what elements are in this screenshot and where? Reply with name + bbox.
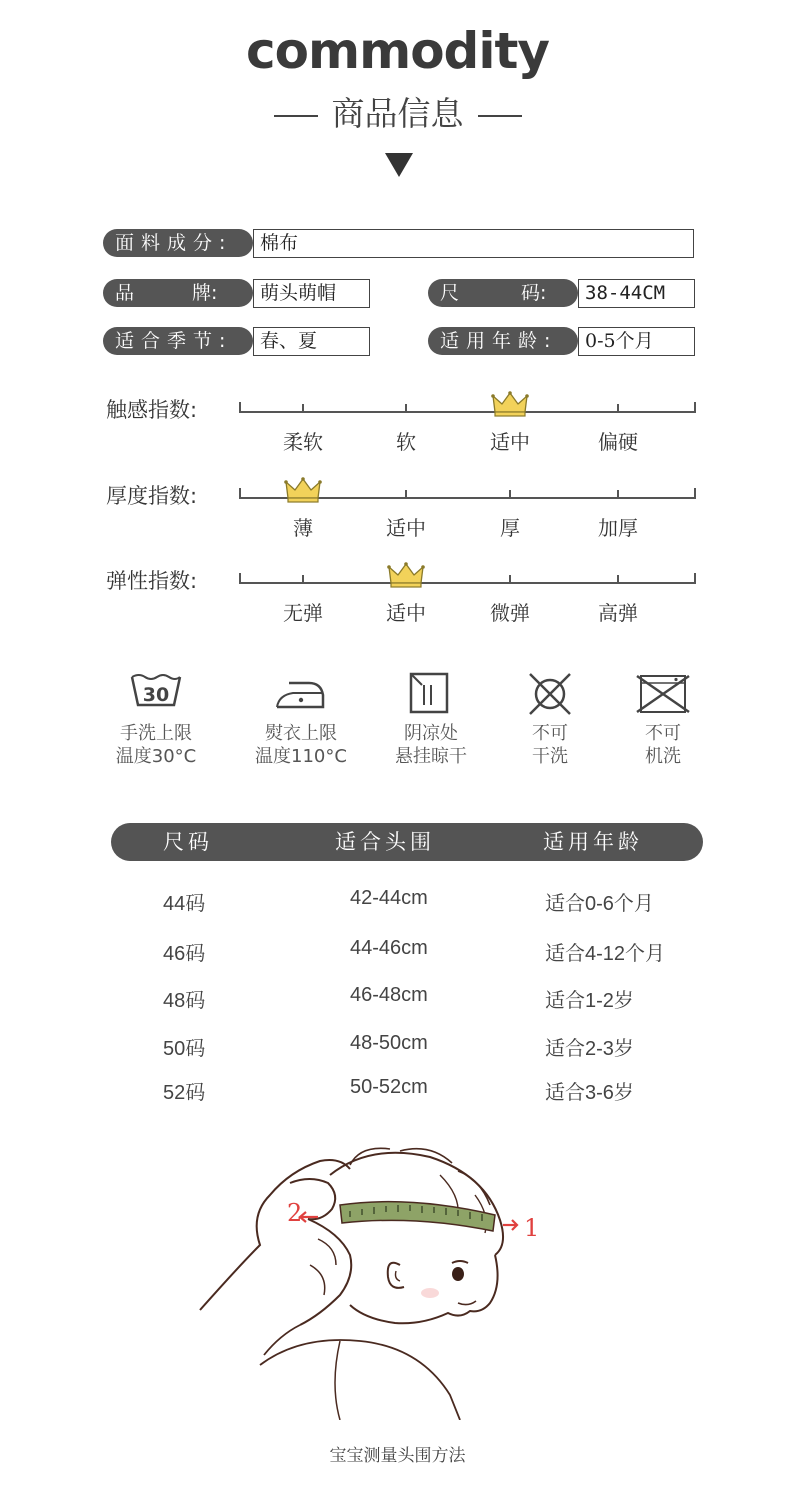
marker-2: 2 — [287, 1199, 303, 1227]
size-value: 38-44CM — [578, 279, 695, 308]
wash-temp-badge: 30 — [142, 684, 170, 706]
fabric-label — [103, 229, 253, 257]
header-head-circumference: 适合头围 — [335, 830, 435, 854]
index-tick — [302, 404, 304, 413]
size-table-cell: 42-44cm — [350, 887, 428, 909]
brand-label — [103, 279, 253, 307]
colon: : — [544, 330, 551, 352]
index-option-label: 加厚 — [598, 516, 638, 540]
index-scale-line — [239, 411, 696, 413]
colon: : — [219, 330, 226, 352]
index-tick — [509, 575, 511, 584]
age-label — [428, 327, 578, 355]
line-dry-shade-icon — [402, 671, 456, 717]
size-table-cell: 适合4-12个月 — [545, 943, 666, 965]
index-option-label: 无弹 — [283, 601, 323, 625]
index-option-label: 适中 — [386, 601, 426, 625]
title-dash-left — [274, 115, 318, 117]
size-label — [428, 279, 578, 307]
crown-icon — [491, 390, 529, 418]
season-label-text: 适合季节 — [115, 330, 220, 352]
brand-value: 萌头萌帽 — [253, 279, 370, 308]
index-scale-end — [239, 488, 241, 499]
illustration-caption: 宝宝测量头围方法 — [329, 1446, 466, 1466]
header-size: 尺码 — [163, 830, 213, 854]
colon: : — [219, 232, 226, 254]
index-option-label: 厚 — [500, 516, 520, 540]
no-dry-clean-icon — [523, 671, 577, 717]
crown-icon — [284, 476, 322, 504]
index-option-label: 微弹 — [490, 601, 530, 625]
size-table-cell: 46-48cm — [350, 984, 428, 1006]
index-tick — [617, 404, 619, 413]
index-tick — [617, 490, 619, 499]
care-text-hand-wash: 手洗上限 温度30°C — [115, 723, 197, 767]
index-option-label: 薄 — [293, 516, 313, 540]
size-table-cell: 50码 — [163, 1038, 206, 1060]
title-dash-right — [478, 115, 522, 117]
title-cn — [0, 88, 795, 135]
age-value: 0-5个月 — [578, 327, 695, 356]
no-machine-wash-icon — [636, 671, 690, 717]
size-table-cell: 46码 — [163, 943, 206, 965]
index-scale-end — [694, 402, 696, 413]
crown-icon — [387, 561, 425, 589]
head-measure-illustration — [190, 1135, 550, 1420]
size-table-cell: 44码 — [163, 893, 206, 915]
colon: : — [211, 282, 218, 304]
index-tick — [509, 490, 511, 499]
size-table-cell: 44-46cm — [350, 937, 428, 959]
index-name: 厚度指数: — [106, 484, 198, 508]
hand-wash-30-icon — [129, 671, 183, 717]
size-table-cell: 52码 — [163, 1082, 206, 1104]
index-option-label: 软 — [396, 430, 416, 454]
title-cn-text: 商品信息 — [331, 94, 464, 133]
down-triangle-icon — [385, 153, 413, 177]
index-name: 弹性指数: — [106, 569, 198, 593]
index-option-label: 偏硬 — [598, 430, 638, 454]
care-text-dry-shade: 阴凉处 悬挂晾干 — [395, 723, 467, 767]
size-table-header — [111, 823, 703, 861]
index-tick — [405, 404, 407, 413]
size-label-b: 码 — [521, 282, 541, 304]
index-tick — [617, 575, 619, 584]
size-table-cell: 48-50cm — [350, 1032, 428, 1054]
care-text-no-dry-clean: 不可 干洗 — [532, 723, 568, 767]
marker-1: 1 — [524, 1214, 540, 1242]
index-option-label: 适中 — [490, 430, 530, 454]
index-scale-end — [239, 573, 241, 584]
fabric-value: 棉布 — [253, 229, 694, 258]
size-table-cell: 48码 — [163, 990, 206, 1012]
index-scale-line — [239, 582, 696, 584]
age-label-text: 适用年龄 — [440, 330, 545, 352]
size-table-cell: 50-52cm — [350, 1076, 428, 1098]
index-tick — [302, 575, 304, 584]
size-table-cell: 适合1-2岁 — [545, 990, 634, 1012]
care-text-iron: 熨衣上限 温度110°C — [255, 723, 347, 767]
title-en: commodity — [246, 22, 549, 80]
size-table-cell: 适合2-3岁 — [545, 1038, 634, 1060]
fabric-label-text: 面料成分 — [115, 232, 220, 254]
brand-label-a: 品 — [115, 282, 135, 304]
index-name: 触感指数: — [106, 398, 198, 422]
index-option-label: 适中 — [386, 516, 426, 540]
index-scale-end — [694, 488, 696, 499]
header-age: 适用年龄 — [543, 830, 643, 854]
iron-icon — [273, 671, 327, 717]
size-table-cell: 适合0-6个月 — [545, 893, 654, 915]
season-label — [103, 327, 253, 355]
size-label-a: 尺 — [440, 282, 460, 304]
index-tick — [405, 490, 407, 499]
index-scale-end — [239, 402, 241, 413]
brand-label-b: 牌 — [192, 282, 212, 304]
index-option-label: 高弹 — [598, 601, 638, 625]
season-value: 春、夏 — [253, 327, 370, 356]
size-table-cell: 适合3-6岁 — [545, 1082, 634, 1104]
index-option-label: 柔软 — [283, 430, 323, 454]
care-text-no-machine-wash: 不可 机洗 — [645, 723, 681, 767]
colon: : — [540, 282, 547, 304]
index-scale-end — [694, 573, 696, 584]
